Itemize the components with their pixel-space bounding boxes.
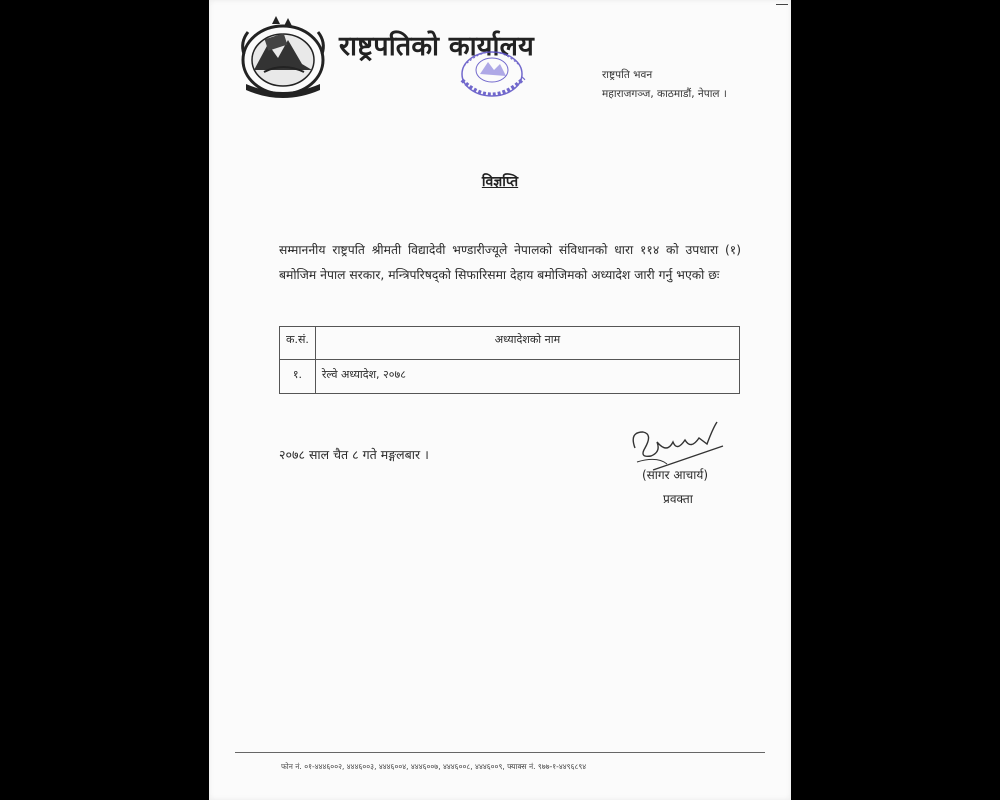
address-line-1: राष्ट्रपति भवन [602,69,653,81]
corner-mark [776,4,788,5]
nepal-emblem-icon [236,14,330,100]
letter-page [209,0,791,800]
signatory-name: (सागर आचार्य) [642,468,709,482]
footer-divider [235,752,765,753]
office-title: राष्ट्रपतिको कार्यालय [339,31,534,62]
notice-date: २०७८ साल चैत ८ गते मङ्गलबार । [279,447,429,462]
ordinance-table [279,326,740,394]
table-cell-serial: १. [280,360,316,394]
notice-body: सम्माननीय राष्ट्रपति श्रीमती विद्यादेवी भण्डारीज्यूले नेपालको संविधानको धारा ११४ को उपधारा (१) बमोजिम नेपाल सरकार, मन्त्रिपरिषद्को सिफारिसमा देहाय बमोजिमको अध्यादेश जारी गर्नु भएको छः [279,243,741,282]
notice-heading: विज्ञप्ति [481,174,519,190]
office-address [602,66,727,104]
signatory-title: प्रवक्ता [663,492,693,506]
address-line-2: महाराजगञ्ज, काठमाडौं, नेपाल । [602,88,727,100]
table-header-name: अध्यादेशको नाम [315,327,739,360]
table-row [280,360,740,394]
table-cell-name: रेल्वे अध्यादेश, २०७८ [315,360,739,394]
office-stamp-icon [442,36,542,112]
table-header-serial: क.सं. [280,327,316,360]
footer-contact: फोन नं. ०१-४४४६००२, ४४४६००३, ४४४६००४, ४४४६००७, ४४४६००८, ४४४६००९, फ्याक्स नं. ९७७-१-४४९६८९४ [281,762,587,771]
table-header-row [280,327,740,360]
